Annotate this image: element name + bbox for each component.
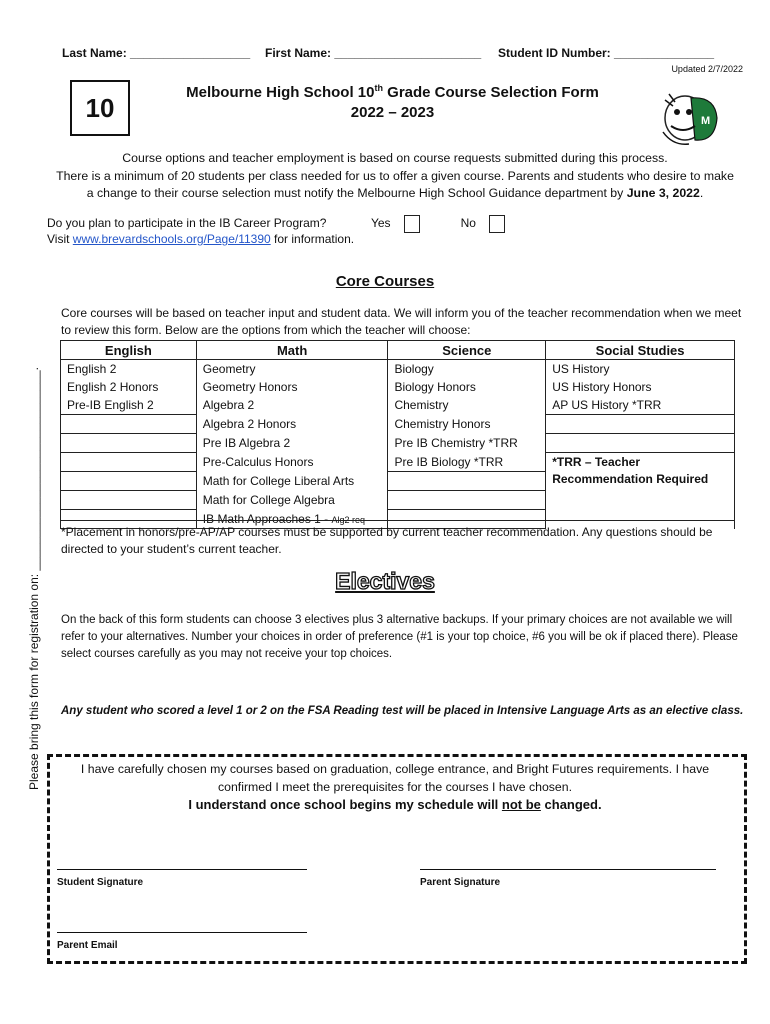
table-row — [61, 378, 735, 396]
trr-note-line-2: Recommendation Required — [552, 472, 709, 486]
table-cell: Pre IB Algebra 2 — [196, 434, 388, 453]
alg2-req-note: Alg2 req — [331, 514, 366, 525]
table-row — [61, 360, 735, 379]
parent-signature-label: Parent Signature — [420, 877, 501, 888]
table-cell — [546, 415, 735, 434]
core-courses-heading: Core Courses — [335, 273, 435, 290]
table-cell: Biology Honors — [388, 378, 546, 396]
schedule-notice-pre: I understand once school begins my schedule will — [188, 797, 502, 812]
fsa-notice: Any student who scored a level 1 or 2 on the FSA Reading test will be placed in Intensive Language Arts as an elective class. — [61, 705, 744, 717]
table-cell: AP US History *TRR — [546, 396, 735, 415]
table-cell: Biology — [388, 360, 546, 379]
visit-text: Visit — [47, 232, 73, 246]
schedule-notice — [60, 797, 730, 812]
agreement-text — [60, 760, 730, 796]
table-cell: Geometry — [196, 360, 388, 379]
table-cell: Pre IB Biology *TRR — [388, 453, 546, 472]
table-cell — [61, 434, 197, 453]
registration-date-field[interactable]: Please bring this form for registration on: ______________________________. — [27, 367, 41, 790]
school-year: 2022 – 2023 — [350, 104, 435, 121]
ib-question: Do you plan to participate in the IB Career Program? — [47, 216, 327, 231]
table-row — [61, 434, 735, 453]
intro-line-1: Course options and teacher employment is based on course requests submitted during this process. — [122, 151, 668, 165]
table-cell — [546, 434, 735, 453]
header-social-studies: Social Studies — [546, 341, 735, 360]
electives-paragraph: On the back of this form students can choose 3 electives plus 3 alternative backups. If your primary choices are not available we will refer to your alternatives. Number your choices in order of preference (#1 is your top choice, #6 you will be ok if placed there). Please select courses carefully as you may not receive your top choices. — [61, 614, 738, 660]
parent-signature-line[interactable] — [420, 869, 716, 870]
parent-email-label: Parent Email — [57, 940, 118, 951]
yes-checkbox[interactable] — [404, 215, 420, 233]
header-english: English — [61, 341, 197, 360]
not-be-emphasis: not be — [501, 797, 541, 812]
intro-paragraph — [40, 150, 750, 203]
table-cell — [388, 491, 546, 510]
table-row — [61, 453, 735, 472]
visit-after-text: for information. — [270, 232, 355, 246]
header-science: Science — [388, 341, 546, 360]
table-cell: Math for College Liberal Arts — [196, 472, 388, 491]
table-cell — [61, 453, 197, 472]
student-signature-label: Student Signature — [57, 877, 144, 888]
table-cell — [388, 472, 546, 491]
table-row — [61, 415, 735, 434]
last-name-field[interactable]: Last Name: __________________ — [62, 46, 251, 60]
table-cell: Pre IB Chemistry *TRR — [388, 434, 546, 453]
ib-question-block — [47, 215, 505, 249]
student-id-field[interactable]: Student ID Number: _______________ — [498, 46, 715, 60]
no-label: No — [460, 216, 476, 231]
student-signature-line[interactable] — [57, 869, 307, 870]
core-courses-table — [60, 340, 735, 529]
grade-box: 10 — [70, 80, 130, 136]
intro-line-2: There is a minimum of 20 students per class needed for us to offer a given course. Parents and students who desire to make — [56, 168, 734, 183]
table-cell: Pre-Calculus Honors — [196, 453, 388, 472]
ib-info-link[interactable]: www.brevardschools.org/Page/11390 — [72, 232, 271, 246]
table-header-row — [61, 341, 735, 360]
parent-email-line[interactable] — [57, 932, 307, 933]
yes-label: Yes — [370, 216, 391, 231]
table-cell: Algebra 2 — [196, 396, 388, 415]
table-cell: US History Honors — [546, 378, 735, 396]
table-cell — [61, 491, 197, 510]
table-bottom-rule — [60, 520, 735, 521]
table-cell: Chemistry Honors — [388, 415, 546, 434]
ib-math-label: IB Math Approaches 1 - — [202, 511, 332, 526]
table-cell: Math for College Algebra — [196, 491, 388, 510]
schedule-notice-post: changed. — [540, 797, 602, 812]
title-superscript: th — [374, 83, 383, 93]
title-line1-pre: Melbourne High School 10 — [186, 84, 375, 101]
updated-date: Updated 2/7/2022 — [671, 64, 743, 74]
table-cell: English 2 — [61, 360, 197, 379]
table-row — [61, 396, 735, 415]
form-title — [170, 78, 615, 123]
intro-end: . — [699, 186, 704, 200]
table-cell: Geometry Honors — [196, 378, 388, 396]
trr-note-cell — [546, 453, 735, 529]
electives-heading: Electives — [335, 568, 435, 594]
title-line1-post: Grade Course Selection Form — [382, 84, 599, 101]
first-name-field[interactable]: First Name: ______________________ — [265, 46, 482, 60]
no-checkbox[interactable] — [489, 215, 505, 233]
agreement-line-1: I have carefully chosen my courses based on graduation, college entrance, and Bright Futures requirements. I have — [80, 762, 710, 776]
table-cell: Algebra 2 Honors — [196, 415, 388, 434]
table-cell: Pre-IB English 2 — [61, 396, 197, 415]
svg-text:M: M — [701, 115, 711, 127]
core-courses-paragraph: Core courses will be based on teacher input and student data. We will inform you of the teacher recommendation when we meet to review this form. Below are the options from which the teacher will choose: — [61, 306, 742, 337]
table-cell: US History — [546, 360, 735, 379]
placement-note: *Placement in honors/pre-AP/AP courses must be supported by current teacher recommendation. Any questions should be directed to your student’s current teacher. — [61, 525, 713, 556]
trr-note-line-1: *TRR – Teacher — [552, 455, 640, 469]
table-cell: Chemistry — [388, 396, 546, 415]
table-cell: English 2 Honors — [61, 378, 197, 396]
table-cell — [61, 472, 197, 491]
table-cell — [61, 415, 197, 434]
deadline-date: June 3, 2022 — [626, 186, 700, 200]
intro-line-3: a change to their course selection must notify the Melbourne High School Guidance department by — [86, 186, 627, 200]
agreement-line-2: confirmed I meet the prerequisites for the courses I have chosen. — [217, 780, 573, 794]
header-math: Math — [196, 341, 388, 360]
bulldog-mascot-logo — [655, 88, 721, 150]
